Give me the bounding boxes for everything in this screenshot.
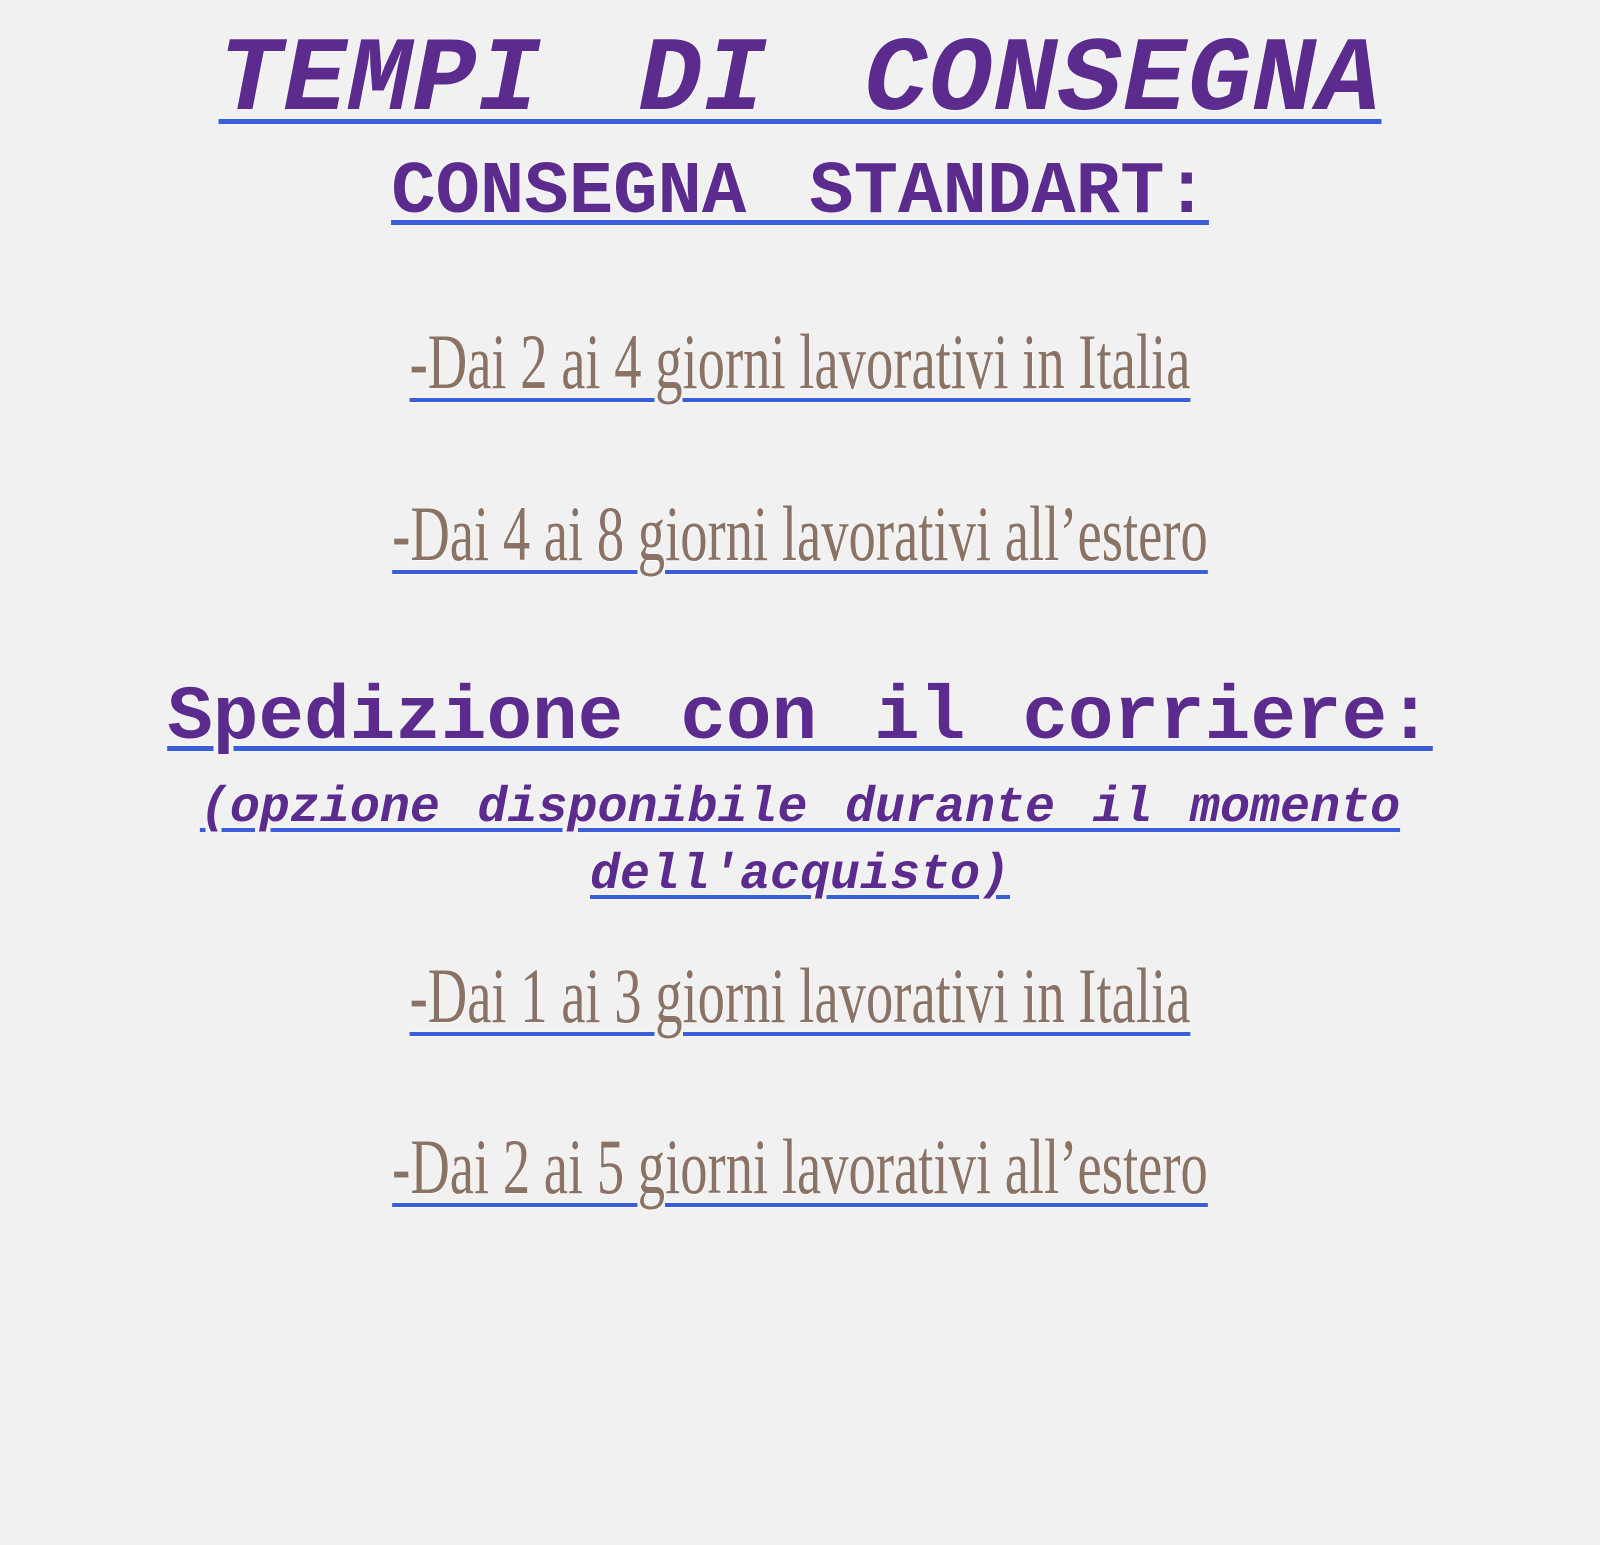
- standard-delivery-italy-item: -Dai 2 ai 4 giorni lavorativi in Italia: [409, 318, 1191, 406]
- standard-delivery-heading: CONSEGNA STANDART:: [391, 151, 1209, 236]
- courier-delivery-abroad-item: -Dai 2 ai 5 giorni lavorativi all’estero: [392, 1123, 1208, 1211]
- standard-delivery-abroad-item: -Dai 4 ai 8 giorni lavorativi all’estero: [392, 490, 1208, 578]
- courier-delivery-italy-item: -Dai 1 ai 3 giorni lavorativi in Italia: [409, 951, 1191, 1039]
- courier-shipping-note: (opzione disponibile durante il momento dell'acquisto): [199, 779, 1401, 905]
- courier-shipping-heading: Spedizione con il corriere:: [167, 675, 1433, 762]
- page-title: TEMPI DI CONSEGNA: [218, 21, 1382, 141]
